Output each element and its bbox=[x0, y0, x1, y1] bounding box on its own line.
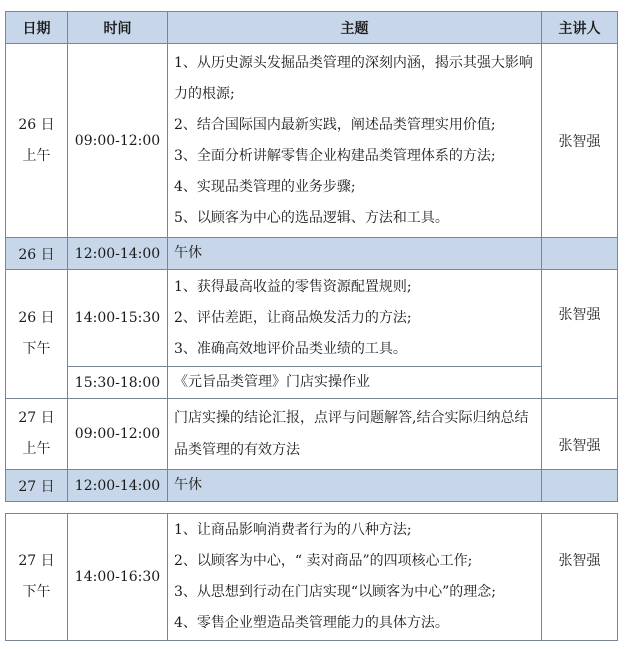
time-cell: 12:00-14:00 bbox=[68, 470, 168, 502]
speaker-cell: 张智强 bbox=[542, 44, 618, 238]
time-cell: 14:00-15:30 bbox=[68, 270, 168, 367]
topic-line: 1、获得最高收益的零售资源配置规则; bbox=[174, 278, 412, 295]
topic-cell bbox=[168, 44, 542, 238]
schedule-table bbox=[5, 11, 618, 502]
topic-cell bbox=[168, 514, 542, 641]
time-cell: 12:00-14:00 bbox=[68, 238, 168, 270]
speaker-cell: 张智强 bbox=[542, 399, 618, 470]
table-row bbox=[6, 44, 618, 238]
date-cell: 26 日 下午 bbox=[6, 270, 68, 399]
table-row bbox=[6, 238, 618, 270]
time-cell: 09:00-12:00 bbox=[68, 44, 168, 238]
speaker-cell bbox=[542, 238, 618, 270]
topic-line: 2、以顾客为中心，“ 卖对商品”的四项核心工作; bbox=[174, 553, 473, 569]
schedule-table-continued bbox=[5, 513, 618, 641]
table-row bbox=[6, 270, 618, 367]
table-row bbox=[6, 399, 618, 470]
time-cell: 14:00-16:30 bbox=[68, 514, 168, 641]
date-cell: 27 日 bbox=[6, 470, 68, 502]
topic-cell: 《元旨品类管理》门店实操作业 bbox=[168, 367, 542, 399]
table-row bbox=[6, 470, 618, 502]
topic-line: 1、让商品影响消费者行为的八种方法; bbox=[174, 522, 412, 538]
topic-line: 1、从历史源头发掘品类管理的深刻内涵，揭示其强大影响力的根源; bbox=[174, 54, 533, 102]
date-cell: 27 日 下午 bbox=[6, 514, 68, 641]
date-cell: 26 日 上午 bbox=[6, 44, 68, 238]
header-topic: 主题 bbox=[168, 12, 542, 44]
speaker-cell: 张智强 bbox=[542, 514, 618, 641]
table-row bbox=[6, 514, 618, 641]
table-row bbox=[6, 367, 618, 399]
topic-line: 3、全面分析讲解零售企业构建品类管理体系的方法; bbox=[174, 147, 496, 164]
topic-line: 2、评估差距，让商品焕发活力的方法; bbox=[174, 309, 412, 326]
header-date: 日期 bbox=[6, 12, 68, 44]
topic-cell: 门店实操的结论汇报，点评与问题解答,结合实际归纳总结品类管理的有效方法 bbox=[168, 399, 542, 470]
header-row bbox=[6, 12, 618, 44]
header-speaker: 主讲人 bbox=[542, 12, 618, 44]
topic-line: 3、准确高效地评价品类业绩的工具。 bbox=[174, 340, 407, 357]
topic-line: 5、以顾客为中心的选品逻辑、方法和工具。 bbox=[174, 209, 449, 226]
time-cell: 09:00-12:00 bbox=[68, 399, 168, 470]
date-cell: 26 日 bbox=[6, 238, 68, 270]
table-gap bbox=[0, 503, 626, 511]
topic-cell: 午休 bbox=[168, 238, 542, 270]
header-time: 时间 bbox=[68, 12, 168, 44]
topic-line: 2、结合国际国内最新实践，阐述品类管理实用价值; bbox=[174, 116, 496, 133]
speaker-cell bbox=[542, 470, 618, 502]
topic-cell bbox=[168, 270, 542, 367]
time-cell: 15:30-18:00 bbox=[68, 367, 168, 399]
date-cell: 27 日 上午 bbox=[6, 399, 68, 470]
topic-line: 4、零售企业塑造品类管理能力的具体方法。 bbox=[174, 615, 449, 631]
topic-line: 3、从思想到行动在门店实现“以顾客为中心”的理念; bbox=[174, 584, 496, 600]
speaker-cell: 张智强 bbox=[542, 270, 618, 399]
topic-cell: 午休 bbox=[168, 470, 542, 502]
topic-line: 4、实现品类管理的业务步骤; bbox=[174, 178, 356, 195]
